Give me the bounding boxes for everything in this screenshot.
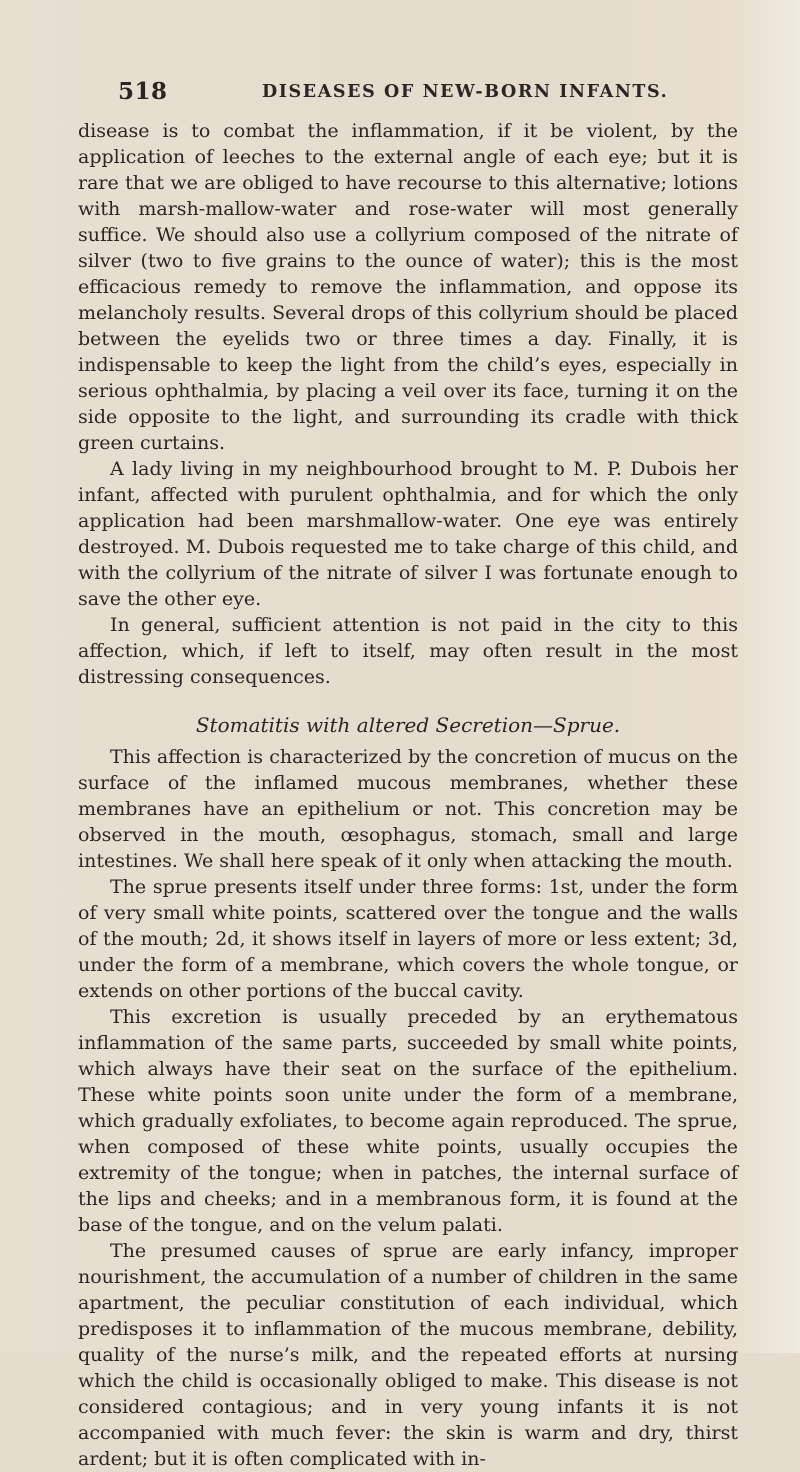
- paragraph: A lady living in my neighbourhood brought to M. P. Dubois her infant, affected with purulent ophthalmia, and for which the only application had been marshmallow-water. One eye was entirely destroyed. M. Dubois requested me to take charge of this child, and with the collyrium of the nitrate of silver I was fortunate enough to save the other eye.: [78, 458, 738, 610]
- paragraph: This excretion is usually preceded by an erythematous inflammation of the same parts, succeeded by small white points, which always have their seat on the surface of the epithelium. These white points soon unite under the form of a membrane, which gradually exfoliates, to become again reproduced. The sprue, when composed of these white points, usually occupies the extremity of the tongue; when in patches, the internal surface of the lips and cheeks; and in a membranous form, it is found at the base of the tongue, and on the velum palati.: [78, 1006, 738, 1236]
- page-number: 518: [118, 78, 168, 105]
- paragraph: The presumed causes of sprue are early infancy, improper nourishment, the accumulation of a number of children in the same apartment, the peculiar constitution of each individual, which predisposes it to inflammation of the mucous membrane, debility, quality of the nurse’s milk, and the repeated efforts at nursing which the child is occasionally obliged to make. This disease is not considered contagious; and in very young infants it is not accompanied with much fever: the skin is warm and dry, thirst ardent; but it is often complicated with in-: [78, 1240, 738, 1470]
- running-head: DISEASES OF NEW-BORN INFANTS.: [262, 82, 669, 102]
- section-title: Stomatitis with altered Secretion—Sprue.: [195, 713, 621, 737]
- paragraph: disease is to combat the inflammation, if it be violent, by the application of leeches to the external angle of each eye; but it is rare that we are obliged to have recourse to this alternative; lotions with marsh-mallow-water and rose-water will most generally suffice. We should also use a collyrium composed of the nitrate of silver (two to five grains to the ounce of water); this is the most efficacious remedy to remove the inflammation, and oppose its melancholy results. Several drops of this collyrium should be placed between the eyelids two or three times a day. Finally, it is indispensable to keep the light from the child’s eyes, especially in serious ophthalmia, by placing a veil over its face, turning it on the side opposite to the light, and surrounding its cradle with thick green curtains.: [78, 120, 738, 454]
- paragraph: This affection is characterized by the concretion of mucus on the surface of the inflamed mucous membranes, whether these membranes have an epithelium or not. This concretion may be observed in the mouth, œsophagus, stomach, small and large intestines. We shall here speak of it only when attacking the mouth.: [78, 746, 738, 872]
- page-header: [118, 78, 758, 110]
- body-text: [78, 118, 738, 1472]
- paragraph: In general, sufficient attention is not paid in the city to this affection, which, if left to itself, may often result in the most distressing consequences.: [78, 614, 738, 688]
- paragraph: The sprue presents itself under three forms: 1st, under the form of very small white points, scattered over the tongue and the walls of the mouth; 2d, it shows itself in layers of more or less extent; 3d, under the form of a membrane, which covers the whole tongue, or extends on other portions of the buccal cavity.: [78, 876, 738, 1002]
